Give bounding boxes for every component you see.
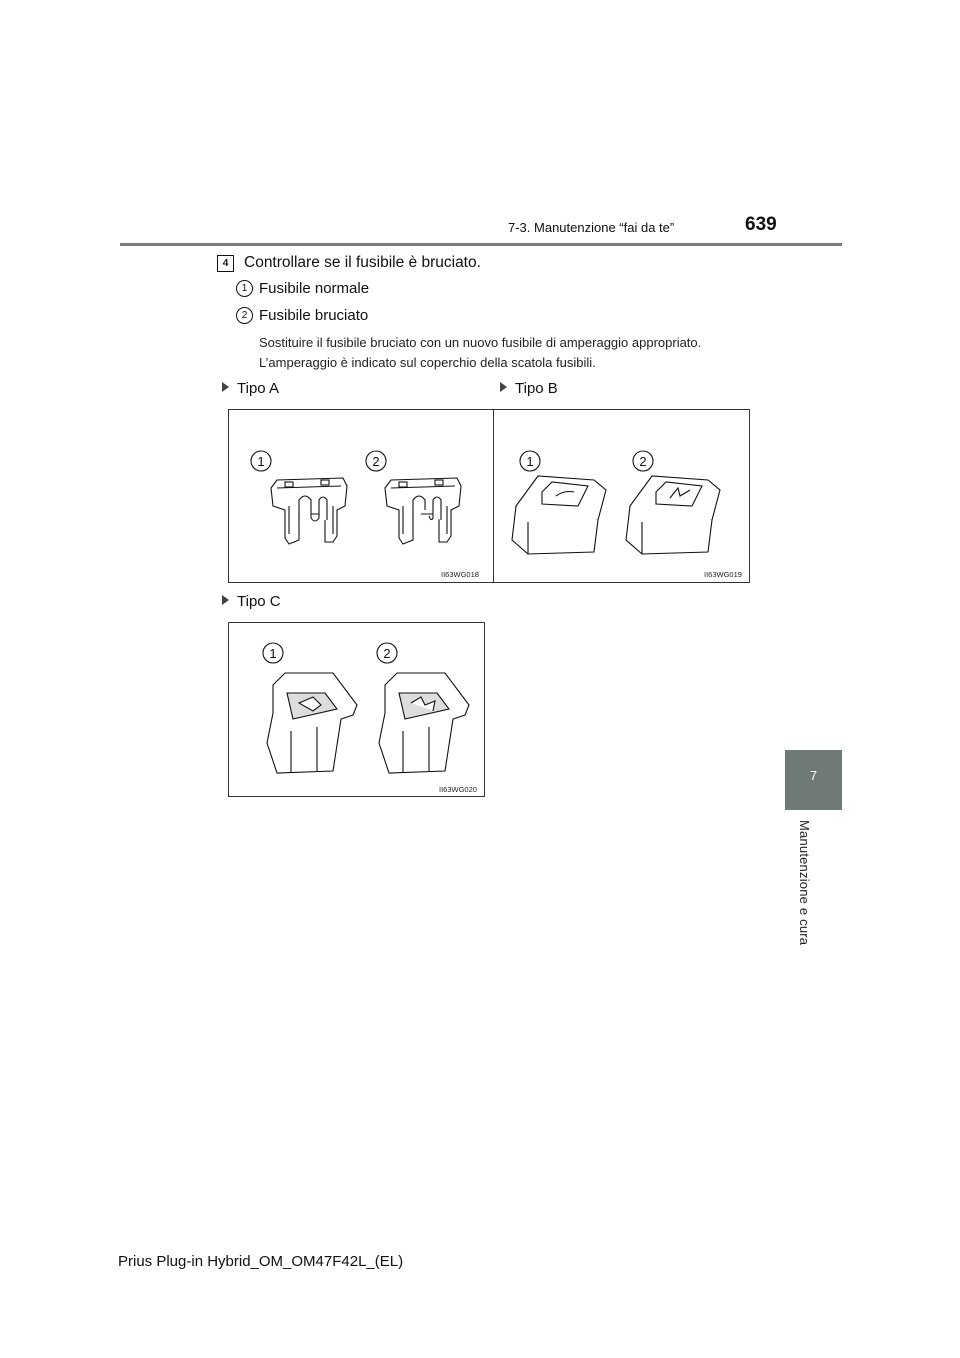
triangle-bullet-icon xyxy=(500,382,507,392)
figure-code-a: II63WG018 xyxy=(441,570,479,579)
figure-tipo-a xyxy=(228,409,494,583)
figure-tipo-c xyxy=(228,622,485,797)
figure-code-c: II63WG020 xyxy=(439,785,477,794)
note-line-2: L’amperaggio è indicato sul coperchio della scatola fusibili. xyxy=(259,355,596,370)
figure-title-a: Tipo A xyxy=(222,380,279,397)
svg-text:1: 1 xyxy=(269,646,277,661)
fuse-type-a-illustration xyxy=(229,410,493,582)
svg-text:2: 2 xyxy=(639,454,647,469)
normal-fuse-a xyxy=(271,478,347,544)
page-number: 639 xyxy=(745,214,777,235)
item-marker-1: 1 xyxy=(236,280,253,297)
blown-fuse-a xyxy=(385,478,461,544)
header-section-title: 7-3. Manutenzione “fai da te” xyxy=(508,220,675,235)
fuse-type-b-illustration xyxy=(494,410,749,582)
item-label-blown-fuse: Fusibile bruciato xyxy=(259,307,369,324)
triangle-bullet-icon xyxy=(222,382,229,392)
fig-a-label-2: 2 xyxy=(372,454,380,469)
step-badge: 4 xyxy=(217,255,234,272)
chapter-title: Manutenzione e cura xyxy=(797,820,812,946)
svg-text:2: 2 xyxy=(383,646,391,661)
document-id: Prius Plug-in Hybrid_OM_OM47F42L_(EL) xyxy=(118,1253,404,1270)
normal-fuse-c xyxy=(267,673,357,773)
figure-title-c: Tipo C xyxy=(222,593,281,610)
chapter-number: 7 xyxy=(809,768,818,783)
blown-fuse-b xyxy=(626,476,720,554)
blown-fuse-c xyxy=(379,673,469,773)
normal-fuse-b xyxy=(512,476,606,554)
note-line-1: Sostituire il fusibile bruciato con un nuovo fusibile di amperaggio appropriato. xyxy=(259,335,702,350)
figure-tipo-b xyxy=(493,409,750,583)
item-label-normal-fuse: Fusibile normale xyxy=(259,280,370,297)
triangle-bullet-icon xyxy=(222,595,229,605)
figure-title-b: Tipo B xyxy=(500,380,558,397)
figure-code-b: II63WG019 xyxy=(704,570,742,579)
header-rule xyxy=(120,243,842,246)
item-marker-2: 2 xyxy=(236,307,253,324)
fig-a-label-1: 1 xyxy=(257,454,265,469)
step-instruction: Controllare se il fusibile è bruciato. xyxy=(244,254,481,271)
svg-text:1: 1 xyxy=(526,454,534,469)
fuse-type-c-illustration xyxy=(229,623,484,796)
